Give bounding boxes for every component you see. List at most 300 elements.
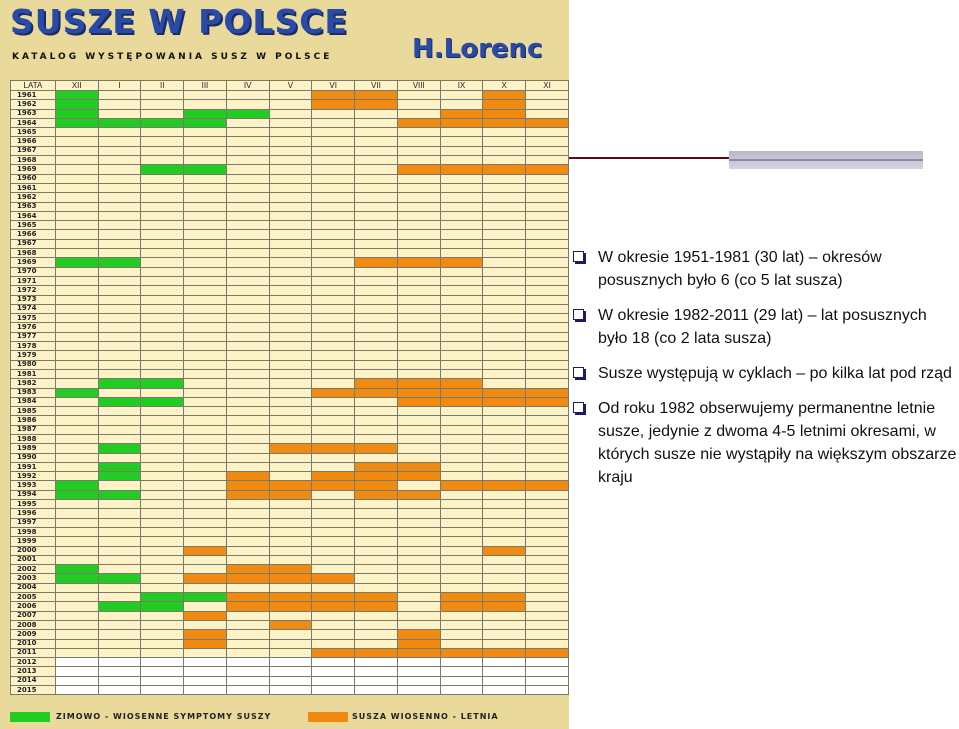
month-cell: [483, 574, 526, 583]
month-cell: [312, 388, 355, 397]
month-cell: [483, 639, 526, 648]
month-cell: [55, 137, 98, 146]
month-cell: [55, 249, 98, 258]
month-cell: [269, 537, 312, 546]
month-cell: [141, 91, 184, 100]
column-header: VII: [355, 81, 398, 91]
month-cell: [55, 639, 98, 648]
month-cell: [312, 676, 355, 685]
month-cell: [397, 407, 440, 416]
year-row: [11, 639, 569, 648]
month-cell: [226, 267, 269, 276]
month-cell: [55, 686, 98, 695]
month-cell: [397, 444, 440, 453]
year-label: 1998: [11, 527, 56, 536]
month-cell: [141, 304, 184, 313]
month-cell: [55, 388, 98, 397]
month-cell: [312, 518, 355, 527]
month-cell: [55, 128, 98, 137]
month-cell: [269, 574, 312, 583]
year-label: 2015: [11, 686, 56, 695]
month-cell: [526, 379, 569, 388]
year-label: 1989: [11, 444, 56, 453]
year-row: [11, 230, 569, 239]
month-cell: [269, 332, 312, 341]
month-cell: [269, 481, 312, 490]
legend-green-swatch: [10, 712, 50, 722]
month-cell: [55, 360, 98, 369]
year-label: 1974: [11, 304, 56, 313]
year-row: [11, 202, 569, 211]
month-cell: [184, 537, 227, 546]
month-cell: [226, 546, 269, 555]
month-cell: [312, 565, 355, 574]
year-label: 1976: [11, 323, 56, 332]
month-cell: [355, 686, 398, 695]
bullet-text: W okresie 1951-1981 (30 lat) – okresów posusznych było 6 (co 5 lat susza): [598, 249, 882, 289]
year-row: [11, 314, 569, 323]
month-cell: [440, 351, 483, 360]
month-cell: [269, 221, 312, 230]
month-cell: [184, 416, 227, 425]
month-cell: [184, 555, 227, 564]
month-cell: [397, 537, 440, 546]
month-cell: [55, 546, 98, 555]
month-cell: [440, 658, 483, 667]
month-cell: [269, 174, 312, 183]
month-cell: [483, 118, 526, 127]
month-cell: [355, 434, 398, 443]
month-cell: [397, 211, 440, 220]
month-cell: [355, 639, 398, 648]
month-cell: [397, 165, 440, 174]
year-label: 1966: [11, 230, 56, 239]
month-cell: [141, 593, 184, 602]
year-label: 1973: [11, 295, 56, 304]
year-row: [11, 648, 569, 657]
month-cell: [355, 481, 398, 490]
month-cell: [226, 323, 269, 332]
month-cell: [141, 360, 184, 369]
month-cell: [269, 183, 312, 192]
month-cell: [226, 676, 269, 685]
month-cell: [269, 202, 312, 211]
month-cell: [184, 407, 227, 416]
month-cell: [526, 174, 569, 183]
month-cell: [98, 630, 141, 639]
month-cell: [397, 425, 440, 434]
month-cell: [226, 630, 269, 639]
month-cell: [55, 91, 98, 100]
month-cell: [269, 416, 312, 425]
month-cell: [55, 118, 98, 127]
month-cell: [526, 221, 569, 230]
year-label: 1994: [11, 490, 56, 499]
month-cell: [483, 360, 526, 369]
year-row: [11, 276, 569, 285]
month-cell: [226, 667, 269, 676]
month-cell: [55, 332, 98, 341]
month-cell: [269, 379, 312, 388]
month-cell: [55, 109, 98, 118]
month-cell: [226, 258, 269, 267]
month-cell: [312, 109, 355, 118]
drought-grid: [10, 80, 569, 695]
year-label: 1979: [11, 351, 56, 360]
month-cell: [483, 183, 526, 192]
year-row: [11, 239, 569, 248]
month-cell: [440, 379, 483, 388]
month-cell: [141, 267, 184, 276]
month-cell: [355, 658, 398, 667]
year-label: 1975: [11, 314, 56, 323]
year-label: 1961: [11, 91, 56, 100]
month-cell: [184, 249, 227, 258]
month-cell: [98, 555, 141, 564]
year-label: 1988: [11, 434, 56, 443]
month-cell: [141, 314, 184, 323]
month-cell: [355, 602, 398, 611]
month-cell: [98, 686, 141, 695]
month-cell: [526, 118, 569, 127]
month-cell: [184, 434, 227, 443]
month-cell: [312, 639, 355, 648]
month-cell: [226, 193, 269, 202]
month-cell: [483, 267, 526, 276]
month-cell: [483, 658, 526, 667]
month-cell: [526, 425, 569, 434]
month-cell: [226, 500, 269, 509]
month-cell: [312, 602, 355, 611]
month-cell: [483, 602, 526, 611]
checkbox-bullet-icon: [573, 367, 584, 378]
month-cell: [55, 658, 98, 667]
month-cell: [526, 565, 569, 574]
month-cell: [397, 565, 440, 574]
year-label: 1995: [11, 500, 56, 509]
month-cell: [397, 527, 440, 536]
month-cell: [440, 388, 483, 397]
month-cell: [483, 128, 526, 137]
year-row: [11, 602, 569, 611]
month-cell: [269, 453, 312, 462]
month-cell: [184, 202, 227, 211]
month-cell: [141, 416, 184, 425]
month-cell: [269, 276, 312, 285]
month-cell: [55, 416, 98, 425]
year-label: 2000: [11, 546, 56, 555]
month-cell: [141, 453, 184, 462]
month-cell: [355, 211, 398, 220]
month-cell: [355, 267, 398, 276]
year-row: [11, 369, 569, 378]
month-cell: [397, 295, 440, 304]
month-cell: [226, 462, 269, 471]
month-cell: [55, 351, 98, 360]
month-cell: [184, 286, 227, 295]
month-cell: [526, 639, 569, 648]
month-cell: [483, 565, 526, 574]
month-cell: [397, 156, 440, 165]
month-cell: [526, 453, 569, 462]
month-cell: [440, 128, 483, 137]
month-cell: [141, 574, 184, 583]
month-cell: [526, 249, 569, 258]
month-cell: [226, 109, 269, 118]
month-cell: [184, 156, 227, 165]
month-cell: [440, 583, 483, 592]
month-cell: [269, 667, 312, 676]
month-cell: [184, 267, 227, 276]
month-cell: [397, 658, 440, 667]
month-cell: [483, 490, 526, 499]
month-cell: [226, 453, 269, 462]
month-cell: [55, 602, 98, 611]
month-cell: [98, 379, 141, 388]
month-cell: [397, 546, 440, 555]
month-cell: [269, 630, 312, 639]
month-cell: [440, 527, 483, 536]
month-cell: [397, 509, 440, 518]
year-row: [11, 379, 569, 388]
month-cell: [312, 425, 355, 434]
year-row: [11, 425, 569, 434]
month-cell: [483, 332, 526, 341]
month-cell: [184, 453, 227, 462]
month-cell: [440, 546, 483, 555]
month-cell: [355, 258, 398, 267]
month-cell: [440, 481, 483, 490]
month-cell: [141, 156, 184, 165]
month-cell: [526, 276, 569, 285]
year-label: 1970: [11, 267, 56, 276]
month-cell: [141, 249, 184, 258]
month-cell: [226, 156, 269, 165]
month-cell: [98, 146, 141, 155]
month-cell: [184, 648, 227, 657]
month-cell: [440, 295, 483, 304]
year-label: 1968: [11, 249, 56, 258]
month-cell: [312, 574, 355, 583]
month-cell: [98, 620, 141, 629]
year-label: 1960: [11, 174, 56, 183]
month-cell: [483, 193, 526, 202]
year-label: 1981: [11, 369, 56, 378]
month-cell: [483, 472, 526, 481]
month-cell: [269, 639, 312, 648]
month-cell: [526, 593, 569, 602]
month-cell: [397, 267, 440, 276]
month-cell: [226, 276, 269, 285]
month-cell: [141, 100, 184, 109]
month-cell: [397, 249, 440, 258]
month-cell: [312, 100, 355, 109]
month-cell: [269, 583, 312, 592]
month-cell: [526, 211, 569, 220]
year-row: [11, 249, 569, 258]
month-cell: [483, 397, 526, 406]
month-cell: [526, 286, 569, 295]
checkbox-bullet-icon: [573, 402, 584, 413]
year-row: [11, 342, 569, 351]
month-cell: [440, 509, 483, 518]
month-cell: [269, 156, 312, 165]
month-cell: [55, 472, 98, 481]
month-cell: [483, 202, 526, 211]
year-label: 1962: [11, 193, 56, 202]
month-cell: [440, 462, 483, 471]
month-cell: [440, 565, 483, 574]
column-header: I: [98, 81, 141, 91]
month-cell: [483, 462, 526, 471]
year-row: [11, 286, 569, 295]
month-cell: [483, 630, 526, 639]
month-cell: [312, 472, 355, 481]
month-cell: [184, 686, 227, 695]
month-cell: [269, 648, 312, 657]
month-cell: [355, 276, 398, 285]
month-cell: [483, 434, 526, 443]
month-cell: [226, 555, 269, 564]
year-row: [11, 416, 569, 425]
month-cell: [397, 602, 440, 611]
month-cell: [141, 118, 184, 127]
year-row: [11, 295, 569, 304]
month-cell: [184, 611, 227, 620]
month-cell: [397, 630, 440, 639]
month-cell: [483, 648, 526, 657]
month-cell: [526, 434, 569, 443]
month-cell: [355, 100, 398, 109]
month-cell: [355, 351, 398, 360]
year-label: 1969: [11, 165, 56, 174]
month-cell: [397, 109, 440, 118]
month-cell: [526, 351, 569, 360]
month-cell: [226, 360, 269, 369]
month-cell: [355, 555, 398, 564]
month-cell: [269, 369, 312, 378]
month-cell: [526, 388, 569, 397]
month-cell: [184, 304, 227, 313]
month-cell: [483, 425, 526, 434]
month-cell: [98, 639, 141, 648]
month-cell: [141, 137, 184, 146]
month-cell: [226, 183, 269, 192]
month-cell: [184, 314, 227, 323]
month-cell: [226, 314, 269, 323]
month-cell: [141, 397, 184, 406]
month-cell: [397, 611, 440, 620]
month-cell: [355, 611, 398, 620]
month-cell: [526, 369, 569, 378]
month-cell: [226, 620, 269, 629]
month-cell: [98, 667, 141, 676]
year-row: [11, 667, 569, 676]
month-cell: [269, 137, 312, 146]
month-cell: [355, 453, 398, 462]
month-cell: [226, 239, 269, 248]
month-cell: [483, 304, 526, 313]
legend-orange-label: SUSZA WIOSENNO - LETNIA: [352, 712, 499, 721]
month-cell: [184, 462, 227, 471]
month-cell: [184, 509, 227, 518]
month-cell: [312, 583, 355, 592]
year-label: 1964: [11, 211, 56, 220]
month-cell: [312, 211, 355, 220]
month-cell: [98, 472, 141, 481]
month-cell: [141, 602, 184, 611]
month-cell: [355, 416, 398, 425]
month-cell: [226, 91, 269, 100]
month-cell: [269, 565, 312, 574]
month-cell: [98, 462, 141, 471]
month-cell: [355, 360, 398, 369]
month-cell: [184, 444, 227, 453]
month-cell: [355, 146, 398, 155]
month-cell: [526, 230, 569, 239]
month-cell: [55, 276, 98, 285]
month-cell: [269, 91, 312, 100]
year-row: [11, 537, 569, 546]
month-cell: [440, 276, 483, 285]
month-cell: [440, 453, 483, 462]
month-cell: [226, 444, 269, 453]
year-label: 2006: [11, 602, 56, 611]
month-cell: [141, 481, 184, 490]
month-cell: [55, 286, 98, 295]
month-cell: [440, 174, 483, 183]
month-cell: [312, 183, 355, 192]
month-cell: [55, 295, 98, 304]
month-cell: [526, 462, 569, 471]
month-cell: [440, 118, 483, 127]
month-cell: [526, 193, 569, 202]
month-cell: [141, 109, 184, 118]
month-cell: [526, 295, 569, 304]
month-cell: [98, 258, 141, 267]
month-cell: [526, 444, 569, 453]
year-label: 1972: [11, 286, 56, 295]
month-cell: [397, 128, 440, 137]
month-cell: [98, 221, 141, 230]
year-row: [11, 611, 569, 620]
month-cell: [312, 611, 355, 620]
month-cell: [226, 565, 269, 574]
month-cell: [55, 620, 98, 629]
column-header: IV: [226, 81, 269, 91]
month-cell: [526, 109, 569, 118]
bullet-item: [572, 304, 959, 350]
month-cell: [55, 323, 98, 332]
year-label: 1980: [11, 360, 56, 369]
month-cell: [141, 565, 184, 574]
month-cell: [269, 425, 312, 434]
month-cell: [98, 388, 141, 397]
month-cell: [526, 416, 569, 425]
month-cell: [269, 193, 312, 202]
column-header: X: [483, 81, 526, 91]
year-row: [11, 91, 569, 100]
year-label: 1963: [11, 109, 56, 118]
month-cell: [526, 537, 569, 546]
month-cell: [98, 407, 141, 416]
month-cell: [55, 453, 98, 462]
month-cell: [55, 156, 98, 165]
month-cell: [440, 490, 483, 499]
month-cell: [440, 593, 483, 602]
year-label: 1971: [11, 276, 56, 285]
month-cell: [397, 276, 440, 285]
